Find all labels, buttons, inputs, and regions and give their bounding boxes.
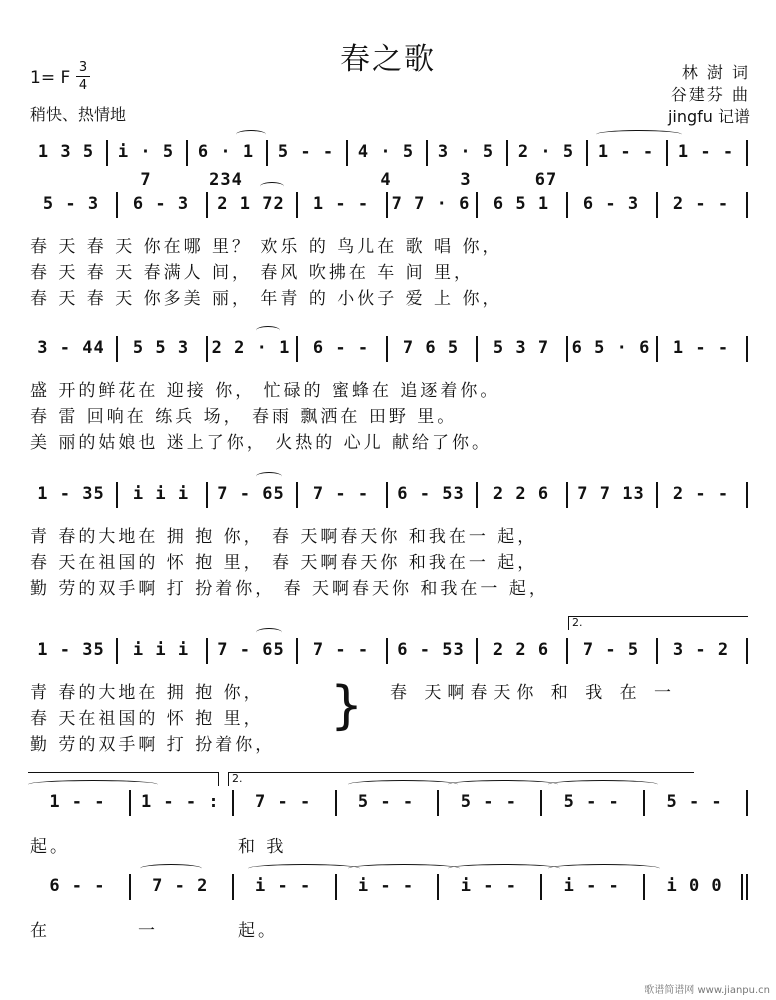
bar-line — [746, 140, 748, 166]
slur — [548, 864, 660, 873]
lyric-line: 在 — [30, 921, 50, 941]
staff-line-3 — [28, 334, 748, 362]
measure: 1 - - — [677, 142, 735, 162]
measure: 2 - - — [672, 194, 730, 214]
lyric-line: 起。 — [238, 921, 278, 941]
transcriber-credit: jingfu 记谱 — [667, 107, 750, 126]
measure: i - - — [460, 876, 517, 896]
lyric-line: 勤 劳的双手啊 打 扮着你， — [30, 735, 276, 755]
measure: 3 - 2 — [672, 640, 730, 660]
lyric-line: 青 春的大地在 拥 抱 你， — [30, 683, 264, 703]
measure: 5 - - — [357, 792, 415, 812]
site-watermark: 歌谱简谱网 www.jianpu.cn — [644, 985, 770, 996]
measure: 5 5 3 — [132, 338, 190, 358]
lyric-line: 春 天在祖国的 怀 抱 里， 春 天啊春天你 和我在一 起， — [30, 553, 538, 573]
lyric-line-shared: 春 天啊春天你 和 我 在 一 — [390, 683, 678, 703]
measure: 7 7 13 — [577, 484, 645, 504]
slur — [256, 472, 282, 481]
bar-line — [746, 192, 748, 218]
slur — [548, 780, 658, 789]
measure: i i i — [132, 484, 190, 504]
slur — [348, 780, 458, 789]
lyric-line: 春 雷 回响在 练兵 场， 春雨 飘洒在 田野 里。 — [30, 407, 458, 427]
volta-bracket-second-ending-b-hook — [228, 772, 229, 786]
staff-line-1 — [28, 138, 748, 190]
measure: 7 - - — [255, 792, 312, 812]
measure: 7 6 5 — [402, 338, 460, 358]
measure: 7 - - — [312, 484, 370, 504]
tempo-marking: 稍快、热情地 — [30, 105, 127, 124]
measure: 5 - - — [666, 792, 723, 812]
composer-credit: 谷建芬 曲 — [670, 85, 750, 104]
lyric-line: 春 天 春 天 你多美 丽， 年青 的 小伙子 爱 上 你， — [30, 289, 503, 309]
staff-line-2 — [28, 190, 748, 218]
lyric-line: 春 天 春 天 你在哪 里？ 欢乐 的 鸟儿在 歌 唱 你， — [30, 237, 503, 257]
staff-line-7 — [28, 872, 748, 900]
measure: 7 - 65 — [217, 640, 285, 660]
lyric-brace: } — [330, 676, 364, 736]
lyric-line: 春 天 春 天 春满人 间， 春风 吹拂在 车 间 里， — [30, 263, 475, 283]
lyric-line: 起。 — [30, 837, 70, 857]
measure: 1 3 5 — [37, 142, 95, 162]
volta-mark-second: 2. — [572, 616, 583, 629]
time-signature — [76, 60, 90, 93]
slur — [448, 780, 558, 789]
slur — [260, 182, 284, 191]
measure: 5 - - — [460, 792, 517, 812]
slur — [140, 864, 202, 873]
measure: 1 - - : — [140, 792, 220, 812]
measure: 7 - 5 — [582, 640, 640, 660]
volta-bracket-second-ending-b — [228, 772, 694, 773]
measure: 7 - - — [312, 640, 370, 660]
key-signature: 1= F — [30, 68, 71, 88]
measure: 2 1 72 — [217, 194, 285, 214]
measure: 1 - - — [672, 338, 730, 358]
bar-line — [746, 790, 748, 816]
measure: 6 5 1 — [492, 194, 550, 214]
measure: 4 · 5 4 — [357, 142, 415, 190]
final-bar-line — [741, 874, 743, 900]
lyricist-credit: 林 澍 词 — [681, 63, 750, 82]
bar-line — [746, 638, 748, 664]
lyric-line: 一 — [138, 921, 158, 941]
measure: 2 2 6 — [492, 484, 550, 504]
measure: 2 2 6 — [492, 640, 550, 660]
lyric-line: 美 丽的姑娘也 迷上了你， 火热的 心儿 献给了你。 — [30, 433, 493, 453]
measure: 7 7 · 6 — [391, 194, 471, 214]
measure: 5 - - — [563, 792, 620, 812]
measure: 6 - - — [312, 338, 370, 358]
measure: 7 - 65 — [217, 484, 285, 504]
staff-line-6 — [28, 788, 748, 816]
measure: 6 - 53 — [397, 484, 465, 504]
slur — [28, 780, 158, 789]
measure: 1 - 35 — [37, 484, 105, 504]
measure: 6 - 3 — [132, 194, 190, 214]
measure: i i i — [132, 640, 190, 660]
time-signature-top: 3 — [78, 60, 88, 75]
slur — [256, 628, 282, 637]
slur — [348, 864, 460, 873]
measure: i 0 0 — [666, 876, 723, 896]
lyric-line: 春 天在祖国的 怀 抱 里， — [30, 709, 264, 729]
slur — [256, 326, 280, 335]
measure: 3 - 44 — [37, 338, 105, 358]
measure: 5 - 3 — [42, 194, 100, 214]
bar-line — [746, 874, 748, 900]
measure: 6 - 53 — [397, 640, 465, 660]
measure: i - - — [255, 876, 312, 896]
time-signature-bottom: 4 — [78, 78, 88, 93]
page-title: 春之歌 — [340, 42, 436, 77]
time-signature-bar — [76, 76, 90, 77]
lyric-line: 盛 开的鲜花在 迎接 你， 忙碌的 蜜蜂在 追逐着你。 — [30, 381, 501, 401]
lyric-line: 和 我 — [238, 837, 287, 857]
volta-bracket-first-ending-hook — [218, 772, 219, 786]
measure: 5 3 7 — [492, 338, 550, 358]
slur — [448, 864, 560, 873]
measure: 1 - - — [597, 142, 655, 162]
volta-bracket-second-ending — [568, 616, 748, 617]
measure: i · 5 7 — [117, 142, 175, 190]
measure: 6 5 · 6 — [571, 338, 651, 358]
volta-mark-second-b: 2. — [232, 772, 243, 785]
volta-bracket-second-ending-hook — [568, 616, 569, 630]
staff-line-4 — [28, 480, 748, 508]
slur — [248, 864, 360, 873]
volta-bracket-first-ending — [28, 772, 218, 773]
staff-line-5 — [28, 636, 748, 664]
measure: 6 - 3 — [582, 194, 640, 214]
measure: 6 · 1 234 — [197, 142, 255, 190]
measure: 2 2 · 1 — [211, 338, 291, 358]
bar-line — [746, 336, 748, 362]
measure: i - - — [357, 876, 415, 896]
measure: 1 - - — [49, 792, 106, 812]
measure: 2 - - — [672, 484, 730, 504]
measure: 6 - - — [49, 876, 106, 896]
measure: 3 · 5 3 — [437, 142, 495, 190]
lyric-line: 青 春的大地在 拥 抱 你， 春 天啊春天你 和我在一 起， — [30, 527, 538, 547]
measure: 5 - - — [277, 142, 335, 162]
measure: 2 · 5 67 — [517, 142, 575, 190]
measure: i - - — [563, 876, 620, 896]
slur — [236, 130, 266, 139]
measure: 1 - - — [312, 194, 370, 214]
slur — [596, 130, 682, 139]
measure: 7 - 2 — [152, 876, 209, 896]
measure: 1 - 35 — [37, 640, 105, 660]
bar-line — [746, 482, 748, 508]
lyric-line: 勤 劳的双手啊 打 扮着你， 春 天啊春天你 和我在一 起， — [30, 579, 549, 599]
